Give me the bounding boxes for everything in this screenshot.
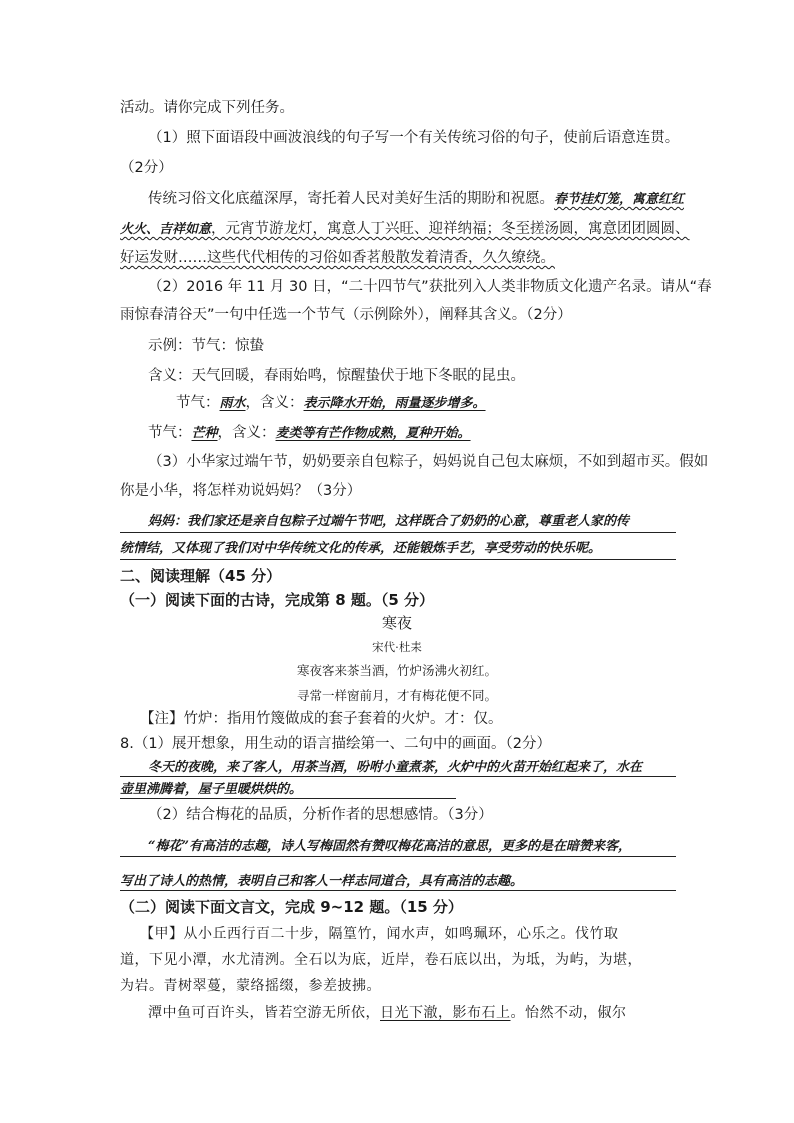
q1-paragraph-line1 xyxy=(148,189,684,210)
q2-answer-1-meaning: 表示降水开始，雨量逐步增多。 xyxy=(303,396,486,411)
part2-title: （二）阅读下面文言文，完成 9~12 题。（15 分） xyxy=(120,898,463,916)
q1-paragraph-line2 xyxy=(120,219,690,240)
q3-prompt-line2: 你是小华，将怎样劝说妈妈？（3分） xyxy=(120,483,362,499)
classical-text-line4: 潭中鱼可百许头，皆若空游无所依，日光下澈，影布石上。怡然不动，俶尔 xyxy=(148,1005,627,1021)
q8-part1-answer-line2: 壶里沸腾着，屋子里暖烘烘的。 xyxy=(120,782,303,797)
q8-part2-answer-line2: 写出了诗人的热情，表明自己和客人一样志同道合，具有高洁的志趣。 xyxy=(120,874,524,889)
poem-line1: 寒夜客来茶当酒，竹炉汤沸火初红。 xyxy=(296,663,497,678)
q3-answer-line2: 统情结，又体现了我们对中华传统文化的传承，还能锻炼手艺，享受劳动的快乐呢。 xyxy=(120,541,602,556)
answer-rule xyxy=(120,559,676,560)
q2-prompt-line2: 雨惊春清谷天”一句中任选一个节气（示例除外），阐释其含义。（2分） xyxy=(120,307,572,323)
q3-answer-line1: 妈妈：我们家还是亲自包粽子过端午节吧，这样既合了奶奶的心意，尊重老人家的传 xyxy=(148,514,630,529)
part1-title: （一）阅读下面的古诗，完成第 8 题。（5 分） xyxy=(120,591,435,609)
q2-answer-1: 节气：雨水，含义：表示降水开始，雨量逐步增多。 xyxy=(176,395,486,411)
intro-tail: 活动。请你完成下列任务。 xyxy=(120,100,294,116)
answer-rule xyxy=(120,856,676,857)
q1-prompt: （1）照下面语段中画波浪线的句子写一个有关传统习俗的句子，使前后语意连贯。 xyxy=(148,130,680,146)
q1-wavy-sentence-cont: 好运发财……这些代代相传的习俗如香茗般散发着清香，久久缭绕。 xyxy=(120,250,555,266)
poem-line2: 寻常一样窗前月，才有梅花便不同。 xyxy=(296,688,497,703)
q1-wavy-sentence: ，元宵节游龙灯，寓意人丁兴旺、迎祥纳福；冬至搓汤圆，寓意团团圆圆、 xyxy=(211,221,690,237)
classical-text-line2: 道，下见小潭，水尤清洌。全石以为底，近岸，卷石底以出，为坻，为屿，为堪， xyxy=(120,952,642,968)
q2-example-term: 示例：节气：惊蛰 xyxy=(148,338,264,354)
q8-part2-prompt: （2）结合梅花的品质，分析作者的思想感情。（3分） xyxy=(148,807,493,823)
classical-text-line3: 为岩。青树翠蔓，蒙络摇缀，参差披拂。 xyxy=(120,978,381,994)
poem-title: 寒夜 xyxy=(381,614,412,632)
q1-score: （2分） xyxy=(120,160,173,176)
underlined-phrase: 日光下澈，影布石上 xyxy=(380,1005,511,1021)
section-title: 二、阅读理解（45 分） xyxy=(120,567,282,585)
answer-rule xyxy=(120,532,676,533)
q3-prompt-line1: （3）小华家过端午节，奶奶要亲自包粽子，妈妈说自己包太麻烦，不如到超市买。假如 xyxy=(148,454,709,470)
poem-author: 宋代·杜耒 xyxy=(372,640,422,654)
poem-note: 【注】竹炉：指用竹篾做成的套子套着的火炉。才：仅。 xyxy=(140,711,503,727)
q8-part1-prompt: 8.（1）展开想象，用生动的语言描绘第一、二句中的画面。（2分） xyxy=(120,736,552,752)
q2-example-meaning: 含义：天气回暖，春雨始鸣，惊醒蛰伏于地下冬眠的昆虫。 xyxy=(148,368,525,384)
q2-answer-2: 节气：芒种，含义：麦类等有芒作物成熟，夏种开始。 xyxy=(148,425,471,441)
classical-text-line1: 【甲】从小丘西行百二十步，隔篁竹，闻水声，如鸣珮环，心乐之。伐竹取 xyxy=(140,926,619,942)
answer-rule xyxy=(120,776,676,777)
q2-prompt-line1: （2）2016 年 11 月 30 日，“二十四节气”获批列入人类非物质文化遗产名录。请从“春 xyxy=(148,279,712,295)
q8-part2-answer-line1: “梅花”有高洁的志趣，诗人写梅固然有赞叹梅花高洁的意思，更多的是在暗赞来客， xyxy=(148,839,631,854)
q1-answer-fill: 春节挂灯笼，寓意红红 xyxy=(554,192,685,207)
q2-answer-2-term: 芒种 xyxy=(191,426,218,441)
answer-rule xyxy=(120,798,456,799)
answer-rule xyxy=(120,890,676,891)
q1-answer-fill-cont: 火火、吉祥如意 xyxy=(120,222,212,237)
q2-answer-2-meaning: 麦类等有芒作物成熟，夏种开始。 xyxy=(275,426,471,441)
q2-answer-1-term: 雨水 xyxy=(219,396,246,411)
q8-part1-answer-line1: 冬天的夜晚，来了客人，用茶当酒，吩咐小童煮茶，火炉中的火苗开始红起来了，水在 xyxy=(148,760,643,775)
q1-paragraph-line3 xyxy=(120,248,555,268)
q1-para-text: 传统习俗文化底蕴深厚，寄托着人民对美好生活的期盼和祝愿。 xyxy=(148,191,554,207)
